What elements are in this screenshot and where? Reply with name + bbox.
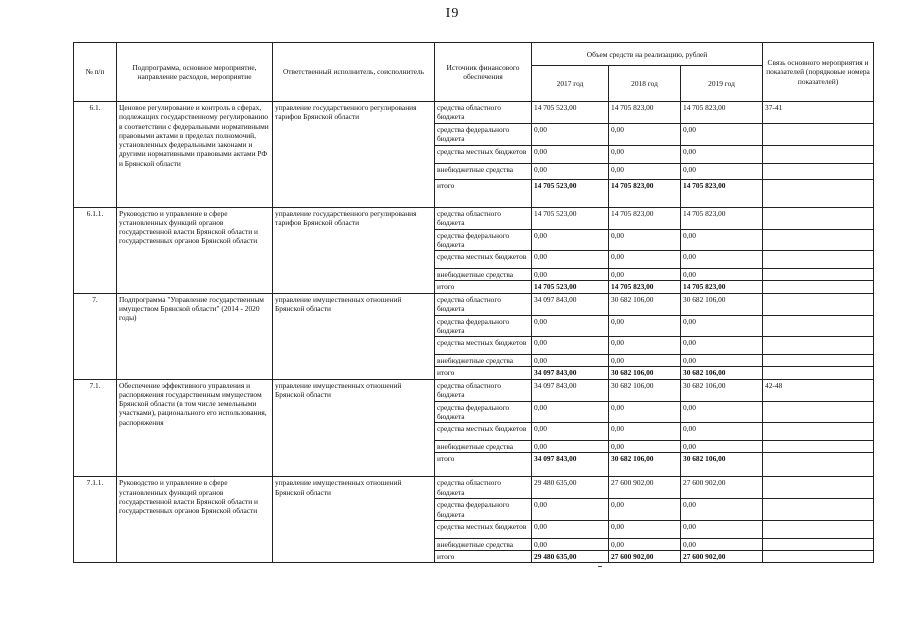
amount-2018: 0,00 xyxy=(609,401,681,423)
row-number: 7.1.1. xyxy=(74,477,117,563)
amount-2018: 0,00 xyxy=(609,251,681,269)
indicator-link xyxy=(763,293,874,315)
amount-2017: 14 705 523,00 xyxy=(532,102,609,124)
amount-2018: 27 600 902,00 xyxy=(609,551,681,563)
amount-2019: 14 705 823,00 xyxy=(681,179,763,207)
amount-2017: 0,00 xyxy=(532,441,609,453)
amount-2019: 0,00 xyxy=(681,520,763,538)
amount-2019: 0,00 xyxy=(681,229,763,251)
funding-source: средства областного бюджета xyxy=(435,207,532,229)
indicator-link xyxy=(763,251,874,269)
activity-name: Руководство и управление в сфере установленных функций органов государственной власти Брянской области и государственных органов Брянской области xyxy=(117,207,273,293)
table-row xyxy=(74,207,874,229)
executor: управление имущественных отношений Брянской области xyxy=(273,293,435,379)
amount-2017: 0,00 xyxy=(532,145,609,163)
indicator-link xyxy=(763,229,874,251)
amount-2019: 27 600 902,00 xyxy=(681,551,763,563)
amount-2019: 0,00 xyxy=(681,538,763,550)
indicator-link xyxy=(763,179,874,207)
amount-2017: 0,00 xyxy=(532,337,609,355)
activity-name: Подпрограмма "Управление государственным имуществом Брянской области" (2014 - 2020 годы) xyxy=(117,293,273,379)
indicator-link xyxy=(763,453,874,477)
amount-2017: 14 705 523,00 xyxy=(532,281,609,293)
indicator-link xyxy=(763,538,874,550)
amount-2018: 0,00 xyxy=(609,441,681,453)
table-row xyxy=(74,477,874,499)
amount-2018: 0,00 xyxy=(609,337,681,355)
amount-2018: 14 705 823,00 xyxy=(609,179,681,207)
amount-2018: 0,00 xyxy=(609,538,681,550)
amount-2019: 14 705 823,00 xyxy=(681,281,763,293)
amount-2019: 0,00 xyxy=(681,401,763,423)
amount-2018: 0,00 xyxy=(609,355,681,367)
funding-source: итого xyxy=(435,367,532,379)
amount-2019: 30 682 106,00 xyxy=(681,293,763,315)
indicator-link xyxy=(763,551,874,563)
amount-2019: 0,00 xyxy=(681,124,763,146)
amount-2018: 0,00 xyxy=(609,269,681,281)
amount-2017: 0,00 xyxy=(532,229,609,251)
indicator-link: 42-48 xyxy=(763,379,874,401)
amount-2019: 0,00 xyxy=(681,337,763,355)
row-number: 6.1. xyxy=(74,102,117,208)
amount-2019: 30 682 106,00 xyxy=(681,367,763,379)
indicator-link: 37-41 xyxy=(763,102,874,124)
amount-2018: 0,00 xyxy=(609,315,681,337)
indicator-link xyxy=(763,520,874,538)
row-number: 7. xyxy=(74,293,117,379)
funding-source: средства местных бюджетов xyxy=(435,337,532,355)
funding-source: внебюджетные средства xyxy=(435,355,532,367)
amount-2019: 14 705 823,00 xyxy=(681,207,763,229)
indicator-link xyxy=(763,477,874,499)
amount-2018: 14 705 823,00 xyxy=(609,281,681,293)
amount-2017: 29 480 635,00 xyxy=(532,551,609,563)
amount-2017: 0,00 xyxy=(532,251,609,269)
header-executor: Ответственный исполнитель, соисполнитель xyxy=(273,43,435,102)
funding-source: средства федерального бюджета xyxy=(435,229,532,251)
amount-2017: 0,00 xyxy=(532,423,609,441)
amount-2018: 30 682 106,00 xyxy=(609,453,681,477)
indicator-link xyxy=(763,441,874,453)
amount-2017: 0,00 xyxy=(532,315,609,337)
amount-2018: 0,00 xyxy=(609,520,681,538)
funding-source: итого xyxy=(435,453,532,477)
activity-name: Руководство и управление в сфере установленных функций органов государственной власти Брянской области и государственных органов Брянской области xyxy=(117,477,273,563)
amount-2017: 0,00 xyxy=(532,401,609,423)
amount-2017: 14 705 523,00 xyxy=(532,179,609,207)
executor: управление государственного регулирования тарифов Брянской области xyxy=(273,102,435,208)
funding-source: итого xyxy=(435,179,532,207)
table-header xyxy=(74,43,874,102)
amount-2019: 0,00 xyxy=(681,251,763,269)
funding-source: внебюджетные средства xyxy=(435,538,532,550)
amount-2017: 14 705 523,00 xyxy=(532,207,609,229)
row-number: 7.1. xyxy=(74,379,117,477)
header-num: № п/п xyxy=(74,43,117,102)
amount-2019: 0,00 xyxy=(681,315,763,337)
activity-name: Ценовое регулирование и контроль в сферах, подлежащих государственному регулированию в соответствии с федеральными нормативными правовыми актами в пределах полномочий, установленных федеральными законами и другими нормативными правовыми актами РФ и Брянской области xyxy=(117,102,273,208)
amount-2018: 14 705 823,00 xyxy=(609,207,681,229)
indicator-link xyxy=(763,269,874,281)
amount-2017: 34 097 843,00 xyxy=(532,453,609,477)
funding-source: итого xyxy=(435,551,532,563)
funding-source: внебюджетные средства xyxy=(435,163,532,179)
amount-2019: 0,00 xyxy=(681,423,763,441)
amount-2017: 34 097 843,00 xyxy=(532,367,609,379)
table-row xyxy=(74,379,874,401)
indicator-link xyxy=(763,401,874,423)
funding-source: средства федерального бюджета xyxy=(435,401,532,423)
funding-source: средства областного бюджета xyxy=(435,293,532,315)
amount-2017: 0,00 xyxy=(532,355,609,367)
funding-source: средства областного бюджета xyxy=(435,477,532,499)
amount-2017: 34 097 843,00 xyxy=(532,293,609,315)
amount-2019: 0,00 xyxy=(681,499,763,521)
amount-2018: 0,00 xyxy=(609,423,681,441)
indicator-link xyxy=(763,163,874,179)
amount-2019: 0,00 xyxy=(681,145,763,163)
table-row xyxy=(74,293,874,315)
amount-2017: 34 097 843,00 xyxy=(532,379,609,401)
amount-2019: 0,00 xyxy=(681,269,763,281)
funding-source: внебюджетные средства xyxy=(435,269,532,281)
indicator-link xyxy=(763,207,874,229)
funding-source: средства федерального бюджета xyxy=(435,124,532,146)
header-year-2018: 2018 год xyxy=(609,66,681,102)
amount-2019: 27 600 902,00 xyxy=(681,477,763,499)
executor: управление имущественных отношений Брянской области xyxy=(273,477,435,563)
funding-source: средства федерального бюджета xyxy=(435,315,532,337)
amount-2017: 0,00 xyxy=(532,269,609,281)
funding-source: средства местных бюджетов xyxy=(435,251,532,269)
amount-2018: 14 705 823,00 xyxy=(609,102,681,124)
header-volume: Объем средств на реализацию, рублей xyxy=(532,43,763,66)
amount-2019: 0,00 xyxy=(681,441,763,453)
amount-2018: 30 682 106,00 xyxy=(609,379,681,401)
amount-2018: 30 682 106,00 xyxy=(609,293,681,315)
header-year-2019: 2019 год xyxy=(681,66,763,102)
page-number: I9 xyxy=(445,6,460,21)
amount-2018: 0,00 xyxy=(609,499,681,521)
indicator-link xyxy=(763,499,874,521)
header-source: Источник финансового обеспечения xyxy=(435,43,532,102)
page-mark xyxy=(598,566,602,567)
funding-source: средства федерального бюджета xyxy=(435,499,532,521)
amount-2018: 0,00 xyxy=(609,124,681,146)
executor: управление имущественных отношений Брянской области xyxy=(273,379,435,477)
indicator-link xyxy=(763,423,874,441)
table-row xyxy=(74,102,874,124)
amount-2017: 0,00 xyxy=(532,124,609,146)
indicator-link xyxy=(763,315,874,337)
indicator-link xyxy=(763,281,874,293)
amount-2017: 0,00 xyxy=(532,499,609,521)
amount-2019: 14 705 823,00 xyxy=(681,102,763,124)
amount-2019: 30 682 106,00 xyxy=(681,379,763,401)
indicator-link xyxy=(763,367,874,379)
amount-2017: 0,00 xyxy=(532,163,609,179)
activity-name: Обеспечение эффективного управления и распоряжения государственным имуществом Брянской области (в том числе земельными участками), рационального его использования, распоряжения xyxy=(117,379,273,477)
funding-source: средства местных бюджетов xyxy=(435,423,532,441)
funding-source: внебюджетные средства xyxy=(435,441,532,453)
amount-2017: 0,00 xyxy=(532,520,609,538)
amount-2017: 29 480 635,00 xyxy=(532,477,609,499)
amount-2018: 0,00 xyxy=(609,229,681,251)
funding-source: средства местных бюджетов xyxy=(435,520,532,538)
funding-source: средства местных бюджетов xyxy=(435,145,532,163)
indicator-link xyxy=(763,337,874,355)
funding-source: средства областного бюджета xyxy=(435,102,532,124)
executor: управление государственного регулирования тарифов Брянской области xyxy=(273,207,435,293)
amount-2018: 30 682 106,00 xyxy=(609,367,681,379)
funding-source: средства областного бюджета xyxy=(435,379,532,401)
indicator-link xyxy=(763,355,874,367)
table-body xyxy=(74,102,874,563)
amount-2018: 0,00 xyxy=(609,145,681,163)
header-year-2017: 2017 год xyxy=(532,66,609,102)
indicator-link xyxy=(763,124,874,146)
row-number: 6.1.1. xyxy=(74,207,117,293)
budget-table xyxy=(73,42,874,563)
amount-2017: 0,00 xyxy=(532,538,609,550)
amount-2019: 30 682 106,00 xyxy=(681,453,763,477)
header-program: Подпрограмма, основное мероприятие, направление расходов, мероприятие xyxy=(117,43,273,102)
amount-2018: 27 600 902,00 xyxy=(609,477,681,499)
indicator-link xyxy=(763,145,874,163)
amount-2019: 0,00 xyxy=(681,163,763,179)
amount-2018: 0,00 xyxy=(609,163,681,179)
funding-source: итого xyxy=(435,281,532,293)
header-link: Связь основного мероприятия и показателей (порядковые номера показателей) xyxy=(763,43,874,102)
amount-2019: 0,00 xyxy=(681,355,763,367)
